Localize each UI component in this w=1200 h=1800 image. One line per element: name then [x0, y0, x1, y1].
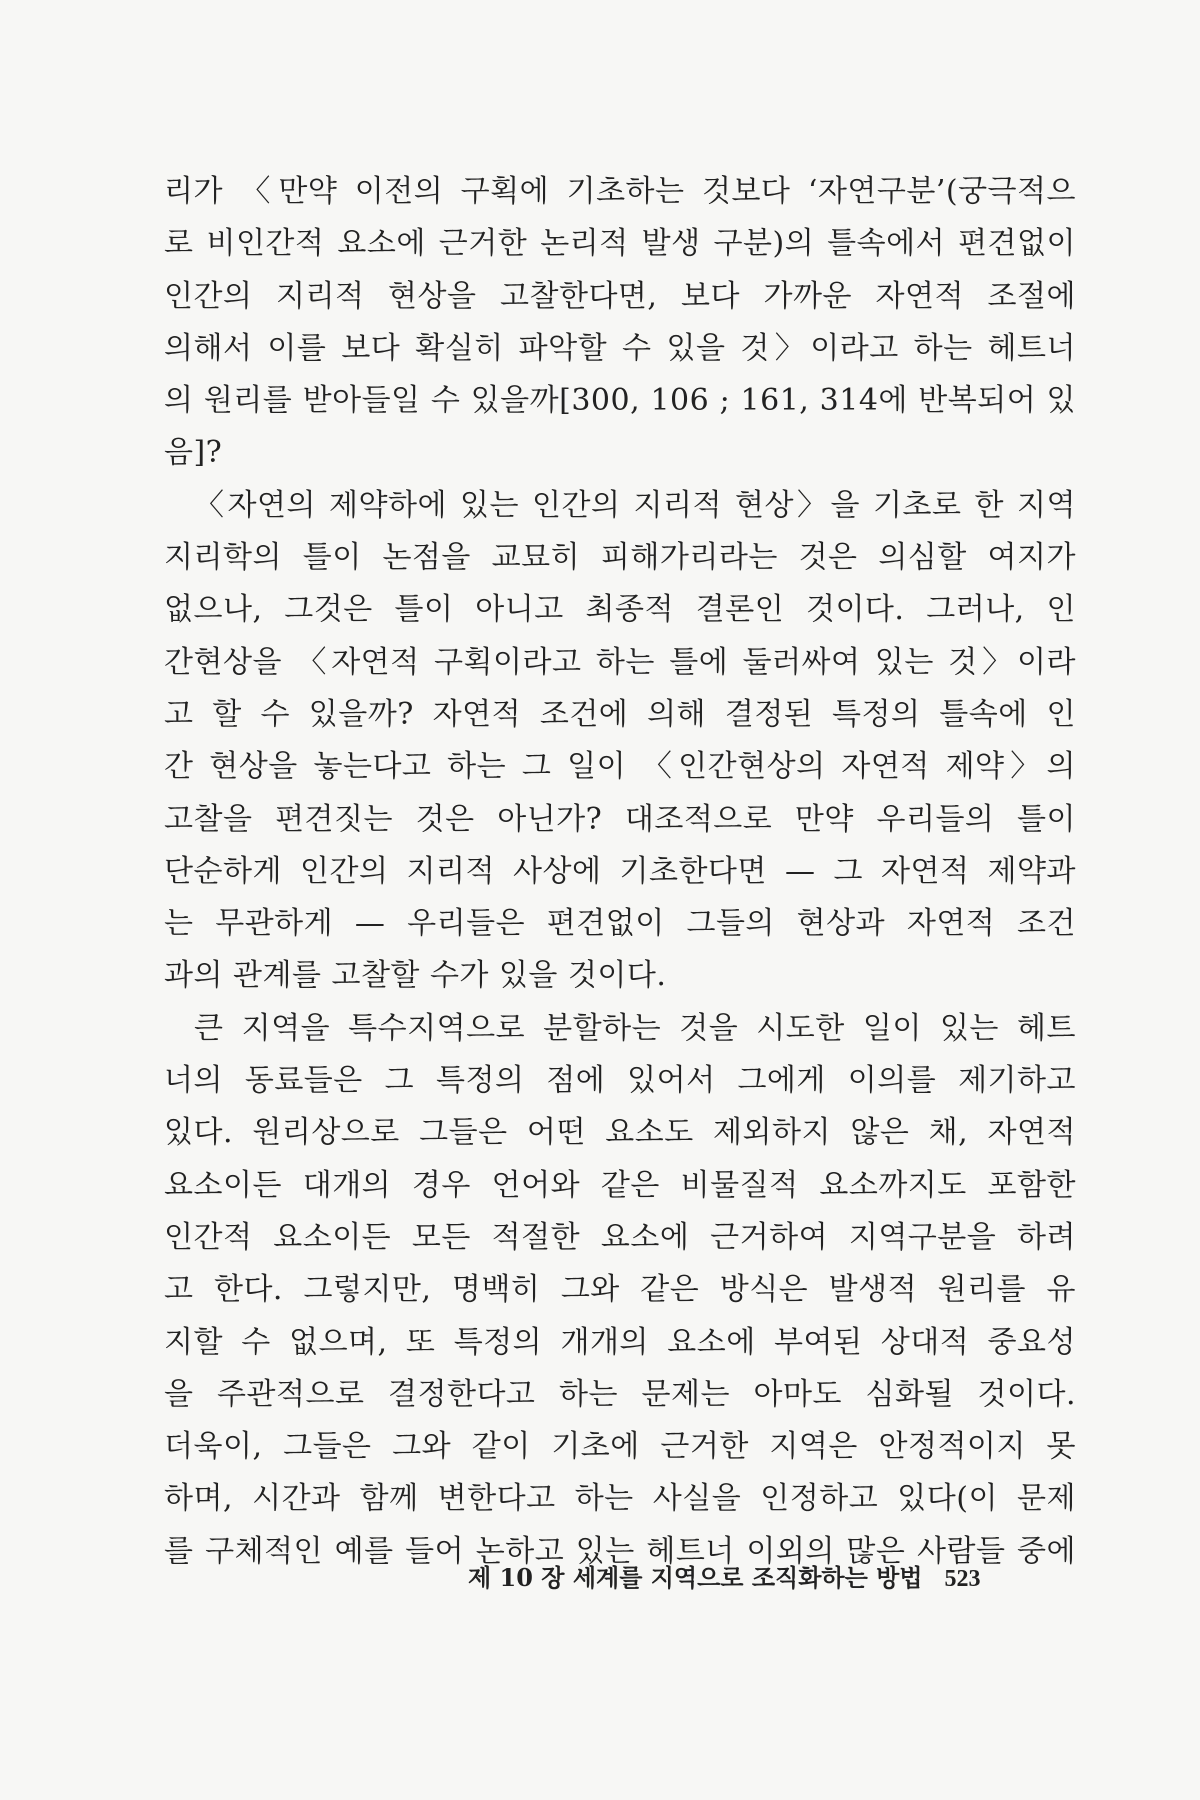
text-line: 지할 수 없으며, 또 특정의 개개의 요소에 부여된 상대적 중요성 — [164, 1324, 1076, 1360]
text-line: 간현상을 〈자연적 구획이라고 하는 틀에 둘러싸여 있는 것〉이라 — [164, 644, 1076, 680]
text-line: 〈자연의 제약하에 있는 인간의 지리적 현상〉을 기초로 한 지역 — [194, 487, 1076, 523]
text-line: 단순하게 인간의 지리적 사상에 기초한다면 — 그 자연적 제약과 — [164, 853, 1076, 889]
text-line: 고 한다. 그렇지만, 명백히 그와 같은 방식은 발생적 원리를 유 — [164, 1272, 1076, 1308]
text-line: 있다. 원리상으로 그들은 어떤 요소도 제외하지 않은 채, 자연적 — [164, 1115, 1076, 1151]
text-line: 간 현상을 놓는다고 하는 그 일이 〈인간현상의 자연적 제약〉의 — [164, 749, 1076, 785]
text-line: 요소이든 대개의 경우 언어와 같은 비물질적 요소까지도 포함한 — [164, 1167, 1076, 1203]
text-line: 는 무관하게 — 우리들은 편견없이 그들의 현상과 자연적 조건 — [164, 906, 1076, 942]
page-footer — [468, 1558, 980, 1593]
text-line: 를 구체적인 예를 들어 논하고 있는 헤트너 이외의 많은 사람들 중에 — [164, 1533, 1076, 1569]
text-line: 하며, 시간과 함께 변한다고 하는 사실을 인정하고 있다(이 문제 — [164, 1481, 1076, 1517]
text-line: 더욱이, 그들은 그와 같이 기초에 근거한 지역은 안정적이지 못 — [164, 1429, 1076, 1465]
text-line: 의 원리를 받아들일 수 있을까[300, 106 ; 161, 314에 반복되어 있 — [164, 383, 1076, 419]
page-number: 523 — [944, 1566, 981, 1592]
text-line: 과의 관계를 고찰할 수가 있을 것이다. — [164, 958, 667, 994]
text-line: 없으나, 그것은 틀이 아니고 최종적 결론인 것이다. 그러나, 인 — [164, 592, 1076, 628]
text-line: 너의 동료들은 그 특정의 점에 있어서 그에게 이의를 제기하고 — [164, 1063, 1076, 1099]
text-line: 인간적 요소이든 모든 적절한 요소에 근거하여 지역구분을 하려 — [164, 1219, 1076, 1255]
text-line: 고찰을 편견짓는 것은 아닌가? 대조적으로 만약 우리들의 틀이 — [164, 801, 1076, 837]
text-line: 고 할 수 있을까? 자연적 조건에 의해 결정된 특정의 틀속에 인 — [164, 696, 1076, 732]
text-line: 음]? — [164, 435, 223, 471]
text-line: 리가 〈만약 이전의 구획에 기초하는 것보다 ‘자연구분’(궁극적으 — [164, 174, 1076, 209]
text-line: 인간의 지리적 현상을 고찰한다면, 보다 가까운 자연적 조절에 — [164, 278, 1076, 314]
text-line: 지리학의 틀이 논점을 교묘히 피해가리라는 것은 의심할 여지가 — [164, 540, 1076, 576]
body-text — [164, 166, 1076, 1578]
text-line: 을 주관적으로 결정한다고 하는 문제는 아마도 심화될 것이다. — [164, 1376, 1076, 1412]
chapter-title: 제 10 장 세계를 지역으로 조직화하는 방법 — [468, 1563, 923, 1592]
text-line: 의해서 이를 보다 확실히 파악할 수 있을 것〉이라고 하는 헤트너 — [164, 330, 1076, 366]
text-line: 로 비인간적 요소에 근거한 논리적 발생 구분)의 틀속에서 편견없이 — [164, 226, 1076, 262]
text-line: 큰 지역을 특수지역으로 분할하는 것을 시도한 일이 있는 헤트 — [194, 1010, 1076, 1046]
